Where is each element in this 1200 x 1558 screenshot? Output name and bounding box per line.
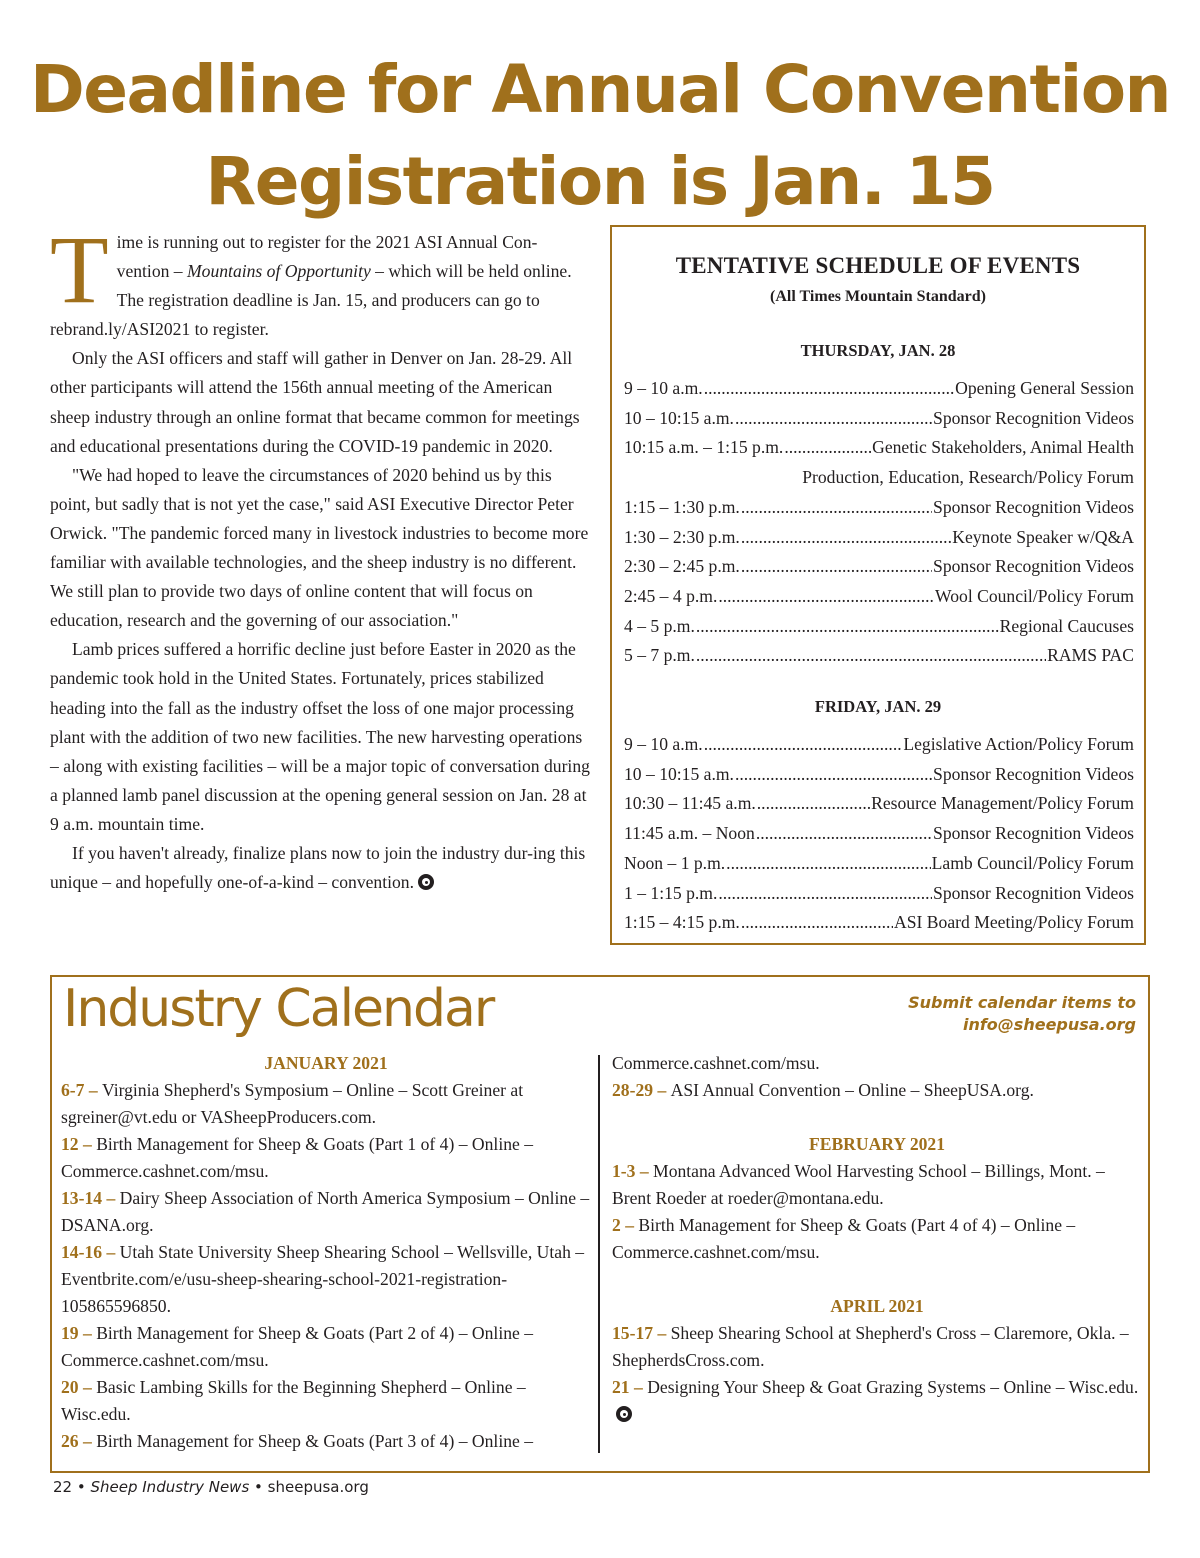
calendar-event-text: ASI Annual Convention – Online – SheepUSA.org. [670, 1080, 1034, 1100]
january-items-continued [612, 1077, 1142, 1104]
event-name: Regional Caucuses [999, 615, 1134, 636]
article-paragraph-2: Only the ASI officers and staff will gather in Denver on Jan. 28-29. All other participants will attend the 156th annual meeting of the American sheep industry through an online format that became common for meetings and educational presentations during the COVID-19 pandemic in 2020. [50, 348, 580, 456]
schedule-event-row [624, 432, 1134, 462]
event-time: 10:30 – 11:45 a.m. [624, 793, 756, 814]
calendar-event-date: 12 – [61, 1134, 97, 1154]
calendar-event-date: 1-3 – [612, 1161, 654, 1181]
schedule-event-row [624, 729, 1134, 759]
event-time: 4 – 5 p.m. [624, 615, 695, 636]
event-name: Genetic Stakeholders, Animal Health [872, 437, 1134, 458]
calendar-event-date: 20 – [61, 1377, 97, 1397]
event-time: Noon – 1 p.m. [624, 852, 726, 873]
calendar-event-text: Utah State University Sheep Shearing School – Wellsville, Utah – Eventbrite.com/e/usu-sheep-shearing-school-2021-registration-105865596850. [61, 1242, 585, 1316]
submit-email: info@sheepusa.org [962, 1015, 1136, 1034]
calendar-event-text: Birth Management for Sheep & Goats (Part 3 of 4) – Online – [96, 1431, 534, 1451]
page-number: 22 • [53, 1478, 86, 1496]
event-time: 5 – 7 p.m. [624, 645, 695, 666]
event-time: 10 – 10:15 a.m. [624, 407, 734, 428]
calendar-event [61, 1374, 591, 1428]
calendar-event [61, 1428, 591, 1455]
schedule-subtitle: (All Times Mountain Standard) [770, 288, 986, 305]
calendar-event-text: Birth Management for Sheep & Goats (Part 4 of 4) – Online – Commerce.cashnet.com/msu. [612, 1215, 1076, 1262]
event-time: 1:30 – 2:30 p.m. [624, 526, 740, 547]
calendar-submit-note [908, 992, 1136, 1036]
schedule-day-heading: THURSDAY, JAN. 28 [800, 341, 956, 360]
calendar-left-column [61, 1050, 591, 1455]
month-heading-february: FEBRUARY 2021 [808, 1134, 946, 1154]
january-items [61, 1077, 591, 1455]
article-p1-end: – which will be held online. The registration deadline is Jan. 15, and producers can go to rebrand.ly/ASI2021 to register. [50, 261, 572, 340]
event-name: RAMS PAC [1047, 645, 1134, 666]
event-name: Lamb Council/Policy Forum [931, 852, 1134, 873]
event-time: 10:15 a.m. – 1:15 p.m. [624, 437, 784, 458]
event-name: Sponsor Recognition Videos [933, 496, 1134, 517]
calendar-event-date: 6-7 – [61, 1080, 103, 1100]
schedule-of-events-box [610, 225, 1146, 945]
schedule-event-row [624, 492, 1134, 522]
event-name-continued: Production, Education, Research/Policy Forum [802, 467, 1134, 488]
schedule-title: TENTATIVE SCHEDULE OF EVENTS [675, 253, 1081, 278]
calendar-title: Industry Calendar [63, 979, 494, 1039]
event-name: Opening General Session [955, 378, 1134, 398]
column-divider [598, 1055, 600, 1453]
event-name: Sponsor Recognition Videos [933, 763, 1134, 784]
article-paragraph-5 [50, 839, 590, 897]
dot-leader [726, 848, 931, 878]
calendar-event [61, 1239, 591, 1320]
headline-line-2: Registration is Jan. 15 [205, 143, 995, 220]
event-name: Keynote Speaker w/Q&A [952, 526, 1134, 547]
schedule-day-heading: FRIDAY, JAN. 29 [814, 697, 942, 716]
calendar-event-text: Basic Lambing Skills for the Beginning Shepherd – Online – Wisc.edu. [61, 1377, 526, 1424]
event-time: 2:30 – 2:45 p.m. [624, 556, 740, 577]
calendar-event-text: Montana Advanced Wool Harvesting School – Billings, Mont. – Brent Roeder at roeder@montana.edu. [612, 1161, 1105, 1208]
event-name: Sponsor Recognition Videos [933, 407, 1134, 428]
schedule-event-row [624, 522, 1134, 552]
event-name: Sponsor Recognition Videos [933, 823, 1134, 844]
drop-cap: T [50, 216, 109, 323]
publication-name: Sheep Industry News [90, 1478, 250, 1496]
calendar-event [61, 1320, 591, 1374]
schedule-event-row [624, 611, 1134, 641]
dot-leader [704, 729, 903, 759]
dot-leader [704, 373, 954, 403]
calendar-event [612, 1212, 1142, 1266]
schedule-event-row [624, 848, 1134, 878]
calendar-event-date: 26 – [61, 1431, 97, 1451]
dot-leader [784, 432, 871, 462]
calendar-event [612, 1320, 1142, 1374]
article-body [50, 216, 590, 897]
calendar-event-text: Dairy Sheep Association of North America Symposium – Online – DSANA.org. [61, 1188, 590, 1235]
calendar-event [612, 1374, 1142, 1428]
convention-theme: Mountains of Opportunity [187, 261, 371, 282]
continued-item-text: Commerce.cashnet.com/msu. [612, 1053, 820, 1073]
headline-line-1: Deadline for Annual Convention [29, 51, 1171, 128]
calendar-event-text: Birth Management for Sheep & Goats (Part 1 of 4) – Online – Commerce.cashnet.com/msu. [61, 1134, 534, 1181]
schedule-event-row [624, 581, 1134, 611]
dot-leader [741, 907, 893, 937]
schedule-event-row [624, 373, 1134, 403]
article-paragraph-1 [50, 216, 590, 344]
schedule-event-row [624, 759, 1134, 789]
dot-leader [735, 403, 932, 433]
event-time: 9 – 10 a.m. [624, 378, 703, 398]
calendar-event [61, 1131, 591, 1185]
calendar-event-date: 28-29 – [612, 1080, 671, 1100]
schedule-event-row [624, 640, 1134, 670]
page-footer [53, 1478, 369, 1496]
february-items [612, 1158, 1142, 1266]
schedule-event-row [624, 403, 1134, 433]
event-name: Wool Council/Policy Forum [935, 585, 1134, 606]
schedule-event-row [624, 551, 1134, 581]
dot-leader [741, 551, 932, 581]
calendar-event [612, 1077, 1142, 1104]
dot-leader [696, 611, 999, 641]
calendar-event-text: Designing Your Sheep & Goat Grazing Systems – Online – Wisc.edu. [647, 1377, 1139, 1397]
calendar-right-column [612, 1050, 1142, 1428]
article-p1-start: ime is running out to register for the 2021 ASI Annual Con-vention – [116, 232, 538, 282]
calendar-event-date: 2 – [612, 1215, 639, 1235]
submit-line-1: Submit calendar items to [908, 993, 1136, 1012]
article-p5-text: If you haven't already, finalize plans now to join the industry dur-ing this unique – and hopefully one-of-a-kind – convention. [50, 842, 586, 893]
industry-calendar-box [50, 975, 1150, 1473]
schedule-event-row [624, 878, 1134, 908]
event-name: Sponsor Recognition Videos [933, 556, 1134, 577]
calendar-event-text: Birth Management for Sheep & Goats (Part 2 of 4) – Online – Commerce.cashnet.com/msu. [61, 1323, 534, 1370]
asi-end-mark-icon [616, 1406, 632, 1422]
dot-leader [718, 581, 934, 611]
event-time: 9 – 10 a.m. [624, 734, 703, 754]
dot-leader [756, 818, 932, 848]
dot-leader [718, 878, 932, 908]
site-url: • sheepusa.org [254, 1478, 369, 1496]
event-time: 1 – 1:15 p.m. [624, 882, 718, 903]
event-time: 1:15 – 1:30 p.m. [624, 496, 740, 517]
asi-end-mark-icon [418, 874, 434, 890]
calendar-event [61, 1077, 591, 1131]
dot-leader [741, 522, 951, 552]
calendar-event-date: 13-14 – [61, 1188, 120, 1208]
schedule-event-row [624, 818, 1134, 848]
event-name: Resource Management/Policy Forum [871, 793, 1134, 814]
dot-leader [757, 788, 870, 818]
dot-leader [696, 640, 1046, 670]
event-time: 2:45 – 4 p.m. [624, 585, 718, 606]
schedule-event-row [624, 907, 1134, 937]
event-name: Legislative Action/Policy Forum [903, 734, 1134, 754]
calendar-event [61, 1185, 591, 1239]
article-paragraph-4: Lamb prices suffered a horrific decline just before Easter in 2020 as the pandemic took hold in the United States. Fortunately, prices stabilized heading into the fall as the industry offset the loss of one major processing plant with the addition of two new facilities. The new harvesting operations – along with existing facilities – will be a major topic of conversation during a planned lamb panel discussion at the opening general session on Jan. 28 at 9 a.m. mountain time. [50, 639, 590, 834]
calendar-event-text: Virginia Shepherd's Symposium – Online – Scott Greiner at sgreiner@vt.edu or VASheepProducers.com. [61, 1080, 524, 1127]
article-paragraph-3: "We had hoped to leave the circumstances of 2020 behind us by this point, but sadly that is not yet the case," said ASI Executive Director Peter Orwick. "The pandemic forced many in livestock industries to become more familiar with available technologies, and the sheep industry is no different. We still plan to provide two days of online content that will focus on education, research and the governing of our association." [50, 464, 589, 631]
headline [20, 44, 1180, 228]
dot-leader [741, 492, 932, 522]
dot-leader [735, 759, 932, 789]
event-time: 10 – 10:15 a.m. [624, 763, 734, 784]
calendar-event-date: 19 – [61, 1323, 97, 1343]
month-heading-april: APRIL 2021 [830, 1296, 924, 1316]
calendar-event [612, 1158, 1142, 1212]
calendar-event-text: Sheep Shearing School at Shepherd's Cross – Claremore, Okla. – ShepherdsCross.com. [612, 1323, 1129, 1370]
event-time: 1:15 – 4:15 p.m. [624, 912, 740, 933]
april-items [612, 1320, 1142, 1428]
event-name: ASI Board Meeting/Policy Forum [894, 912, 1134, 933]
schedule-event-row [624, 788, 1134, 818]
calendar-event-date: 14-16 – [61, 1242, 120, 1262]
event-name: Sponsor Recognition Videos [933, 882, 1134, 903]
event-time: 11:45 a.m. – Noon [624, 823, 755, 844]
calendar-event-date: 21 – [612, 1377, 648, 1397]
calendar-event-date: 15-17 – [612, 1323, 671, 1343]
month-heading-january: JANUARY 2021 [264, 1053, 388, 1073]
